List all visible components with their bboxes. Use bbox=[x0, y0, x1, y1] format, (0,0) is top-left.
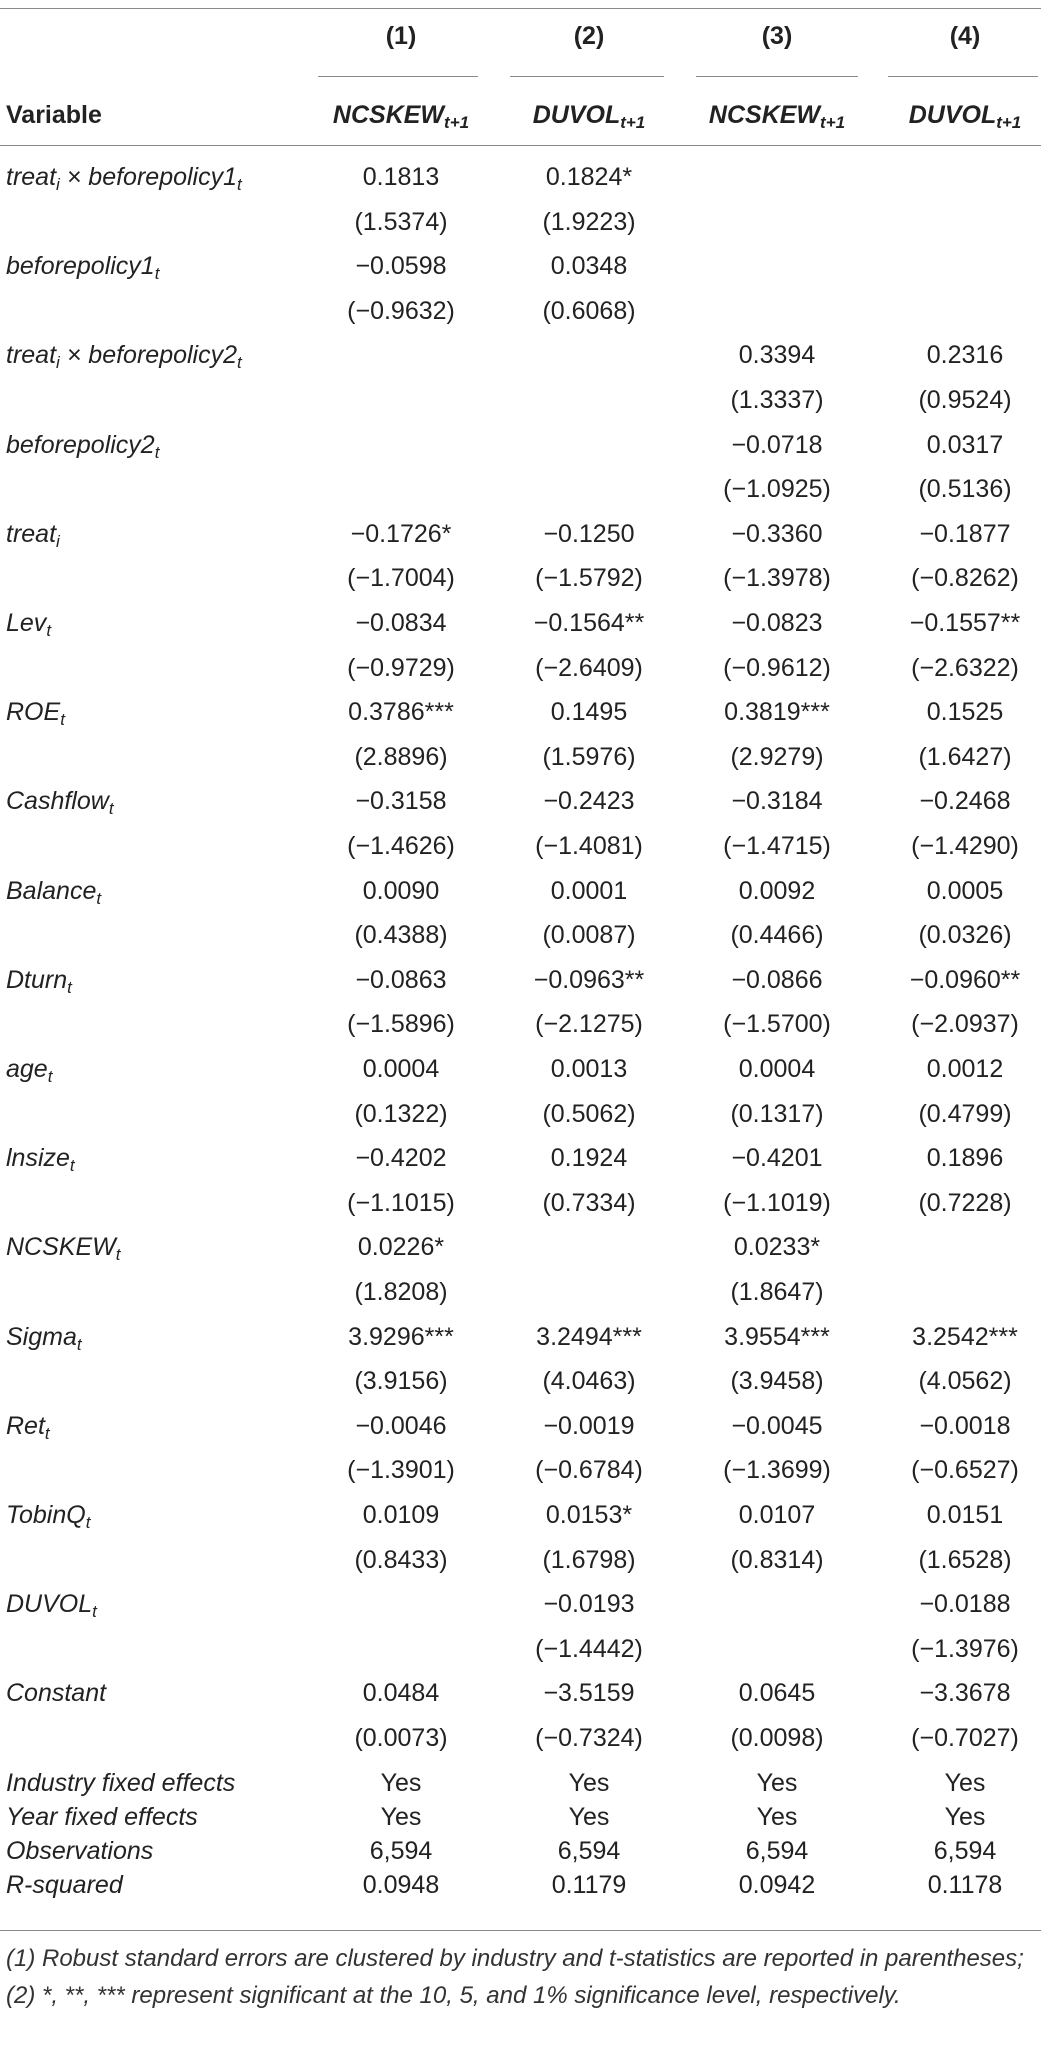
coefficient-cell: −0.0718 bbox=[731, 431, 823, 459]
coefficient-cell: 0.0004 bbox=[362, 1055, 440, 1083]
t-statistic-cell: (0.0098) bbox=[730, 1724, 824, 1752]
coefficient-cell: 0.0013 bbox=[550, 1055, 628, 1083]
coefficient-cell: 0.0090 bbox=[362, 877, 440, 905]
coefficient-cell: 0.1824* bbox=[545, 163, 633, 191]
t-statistic-cell: (1.9223) bbox=[542, 208, 636, 236]
t-statistic-cell bbox=[682, 289, 872, 333]
variable-label: Cashflow$_t$ bbox=[6, 787, 114, 818]
coefficient-cell bbox=[306, 1582, 496, 1626]
coefficient-cell: −0.2468 bbox=[919, 787, 1011, 815]
t-statistic-cell: (1.8647) bbox=[730, 1278, 824, 1306]
coefficient-cell: 0.1495 bbox=[550, 698, 628, 726]
coefficient-cell bbox=[870, 155, 1041, 199]
column-number-4: (4) bbox=[949, 22, 981, 50]
t-statistic-cell: (2.9279) bbox=[730, 743, 824, 771]
t-statistic-cell: (0.4799) bbox=[918, 1100, 1012, 1128]
variable-label: Balance$_t$ bbox=[6, 877, 102, 908]
t-statistic-cell: (−1.7004) bbox=[347, 564, 455, 592]
t-statistic-cell: (0.5062) bbox=[542, 1100, 636, 1128]
t-statistic-cell: (−1.4081) bbox=[535, 832, 643, 860]
coefficient-cell: −0.1726* bbox=[350, 520, 452, 548]
coefficient-cell: −0.0019 bbox=[543, 1412, 635, 1440]
coefficient-cell: −0.3360 bbox=[731, 520, 823, 548]
coefficient-cell: −0.1877 bbox=[919, 520, 1011, 548]
column-number-2: (2) bbox=[573, 22, 605, 50]
coefficient-cell: −0.0963** bbox=[533, 966, 645, 994]
coefficient-cell: −0.3158 bbox=[355, 787, 447, 815]
t-statistic-cell: (0.4466) bbox=[730, 921, 824, 949]
column-underline-3 bbox=[696, 76, 858, 77]
coefficient-cell bbox=[306, 333, 496, 377]
t-statistic-cell bbox=[494, 1270, 684, 1314]
coefficient-cell bbox=[682, 155, 872, 199]
t-statistic-cell: (0.7228) bbox=[918, 1189, 1012, 1217]
summary-label: Industry fixed effects bbox=[6, 1769, 236, 1797]
summary-cell: 0.1178 bbox=[927, 1871, 1003, 1899]
t-statistic-cell: (1.6528) bbox=[918, 1546, 1012, 1574]
variable-label: Dturn$_t$ bbox=[6, 966, 72, 997]
summary-cell: 6,594 bbox=[933, 1837, 997, 1865]
summary-cell: 6,594 bbox=[557, 1837, 621, 1865]
coefficient-cell: 0.1924 bbox=[550, 1144, 628, 1172]
coefficient-cell: 0.0012 bbox=[926, 1055, 1004, 1083]
summary-cell: Yes bbox=[568, 1769, 610, 1797]
t-statistic-cell: (−0.6527) bbox=[911, 1456, 1019, 1484]
bottom-rule bbox=[0, 1930, 1041, 1931]
t-statistic-cell bbox=[682, 1627, 872, 1671]
t-statistic-cell: (0.0073) bbox=[354, 1724, 448, 1752]
coefficient-cell: 0.2316 bbox=[926, 341, 1004, 369]
coefficient-cell: 0.3786*** bbox=[348, 698, 454, 726]
coefficient-cell: −0.1564** bbox=[533, 609, 645, 637]
t-statistic-cell: (3.9458) bbox=[730, 1367, 824, 1395]
coefficient-cell bbox=[494, 333, 684, 377]
t-statistic-cell: (0.1322) bbox=[354, 1100, 448, 1128]
coefficient-cell: 0.0107 bbox=[738, 1501, 816, 1529]
variable-label: $ROE_t$ bbox=[6, 698, 65, 729]
coefficient-cell: −0.0863 bbox=[355, 966, 447, 994]
coefficient-cell: 3.9296*** bbox=[348, 1323, 454, 1351]
t-statistic-cell bbox=[306, 1627, 496, 1671]
t-statistic-cell: (0.1317) bbox=[730, 1100, 824, 1128]
coefficient-cell: −0.0193 bbox=[543, 1590, 635, 1618]
variable-label: $NCSKEW_t$ bbox=[6, 1233, 121, 1264]
summary-label: Year fixed effects bbox=[6, 1803, 198, 1831]
coefficient-cell: 0.0109 bbox=[362, 1501, 440, 1529]
t-statistic-cell: (−1.0925) bbox=[723, 475, 831, 503]
coefficient-cell: −0.0188 bbox=[919, 1590, 1011, 1618]
variable-label: treat$_i$ bbox=[6, 520, 60, 551]
summary-cell: Yes bbox=[568, 1803, 610, 1831]
coefficient-cell: 0.0645 bbox=[738, 1679, 816, 1707]
t-statistic-cell: (1.6427) bbox=[918, 743, 1012, 771]
t-statistic-cell: (1.6798) bbox=[542, 1546, 636, 1574]
coefficient-cell: 0.0317 bbox=[926, 431, 1004, 459]
coefficient-cell: 0.3394 bbox=[738, 341, 816, 369]
t-statistic-cell: (−1.4626) bbox=[347, 832, 455, 860]
t-statistic-cell bbox=[494, 467, 684, 511]
variable-label: Ret$_t$ bbox=[6, 1412, 50, 1443]
column-header-2: $DUVOL_{t+1}$ bbox=[532, 101, 646, 132]
t-statistic-cell: (−0.6784) bbox=[535, 1456, 643, 1484]
t-statistic-cell: (−2.1275) bbox=[535, 1010, 643, 1038]
t-statistic-cell: (−1.3901) bbox=[347, 1456, 455, 1484]
t-statistic-cell: (−0.7324) bbox=[535, 1724, 643, 1752]
coefficient-cell: −0.1250 bbox=[543, 520, 635, 548]
column-number-3: (3) bbox=[761, 22, 793, 50]
variable-label: $beforepolicy2_t$ bbox=[6, 431, 160, 462]
variable-label: $beforepolicy1_t$ bbox=[6, 252, 160, 283]
table-footnote: (1) Robust standard errors are clustered by industry and t-statistics are reported in parentheses; (2) *, **, *** represent significant at the 10, 5, and 1% significance level, respectively. bbox=[6, 1945, 1024, 2009]
coefficient-cell bbox=[870, 244, 1041, 288]
t-statistic-cell: (−0.9729) bbox=[347, 654, 455, 682]
t-statistic-cell: (2.8896) bbox=[354, 743, 448, 771]
t-statistic-cell: (0.4388) bbox=[354, 921, 448, 949]
t-statistic-cell: (−2.6409) bbox=[535, 654, 643, 682]
summary-cell: Yes bbox=[944, 1769, 986, 1797]
coefficient-cell bbox=[870, 1225, 1041, 1269]
coefficient-cell: −0.1557** bbox=[909, 609, 1021, 637]
coefficient-cell: −0.3184 bbox=[731, 787, 823, 815]
coefficient-cell: −0.0834 bbox=[355, 609, 447, 637]
variable-label: Sigma$_t$ bbox=[6, 1323, 82, 1354]
coefficient-cell: −0.0823 bbox=[731, 609, 823, 637]
summary-cell: Yes bbox=[380, 1769, 422, 1797]
t-statistic-cell: (−2.0937) bbox=[911, 1010, 1019, 1038]
t-statistic-cell: (−1.4290) bbox=[911, 832, 1019, 860]
coefficient-cell bbox=[306, 423, 496, 467]
coefficient-cell bbox=[682, 244, 872, 288]
summary-cell: 0.0948 bbox=[362, 1871, 440, 1899]
summary-cell: Yes bbox=[756, 1769, 798, 1797]
t-statistic-cell: (1.5374) bbox=[354, 208, 448, 236]
coefficient-cell: 0.0348 bbox=[550, 252, 628, 280]
coefficient-cell: −0.0960** bbox=[909, 966, 1021, 994]
t-statistic-cell bbox=[870, 200, 1041, 244]
variable-label: Lev$_t$ bbox=[6, 609, 52, 640]
coefficient-cell: 0.0233* bbox=[733, 1233, 821, 1261]
t-statistic-cell: (−0.8262) bbox=[911, 564, 1019, 592]
t-statistic-cell: (−1.5792) bbox=[535, 564, 643, 592]
t-statistic-cell: (−1.3699) bbox=[723, 1456, 831, 1484]
t-statistic-cell: (1.3337) bbox=[730, 386, 824, 414]
t-statistic-cell bbox=[682, 200, 872, 244]
variable-label: age$_t$ bbox=[6, 1055, 53, 1086]
t-statistic-cell: (0.9524) bbox=[918, 386, 1012, 414]
t-statistic-cell: (4.0463) bbox=[542, 1367, 636, 1395]
summary-cell: 0.0942 bbox=[738, 1871, 816, 1899]
t-statistic-cell: (0.5136) bbox=[918, 475, 1012, 503]
column-underline-4 bbox=[888, 76, 1038, 77]
t-statistic-cell: (−1.4715) bbox=[723, 832, 831, 860]
variable-label: TobinQ$_t$ bbox=[6, 1501, 91, 1532]
column-header-1: $NCSKEW_{t+1}$ bbox=[332, 101, 470, 132]
coefficient-cell bbox=[494, 423, 684, 467]
summary-label: R-squared bbox=[6, 1871, 123, 1899]
header-rule bbox=[0, 145, 1041, 146]
t-statistic-cell: (−1.4442) bbox=[535, 1635, 643, 1663]
t-statistic-cell: (1.5976) bbox=[542, 743, 636, 771]
t-statistic-cell bbox=[306, 378, 496, 422]
t-statistic-cell: (−1.5700) bbox=[723, 1010, 831, 1038]
coefficient-cell: −0.0045 bbox=[731, 1412, 823, 1440]
coefficient-cell: 0.0153* bbox=[545, 1501, 633, 1529]
top-rule bbox=[0, 8, 1041, 9]
t-statistic-cell bbox=[494, 378, 684, 422]
coefficient-cell: 0.1525 bbox=[926, 698, 1004, 726]
column-header-3: $NCSKEW_{t+1}$ bbox=[708, 101, 846, 132]
coefficient-cell: −3.3678 bbox=[919, 1679, 1011, 1707]
summary-cell: 6,594 bbox=[369, 1837, 433, 1865]
coefficient-cell: 0.0001 bbox=[550, 877, 628, 905]
coefficient-cell: −0.2423 bbox=[543, 787, 635, 815]
summary-cell: 0.1179 bbox=[551, 1871, 627, 1899]
t-statistic-cell: (0.0326) bbox=[918, 921, 1012, 949]
t-statistic-cell: (1.8208) bbox=[354, 1278, 448, 1306]
t-statistic-cell: (0.8314) bbox=[730, 1546, 824, 1574]
summary-cell: 6,594 bbox=[745, 1837, 809, 1865]
variable-label: Constant bbox=[6, 1679, 107, 1707]
coefficient-cell: −0.0598 bbox=[355, 252, 447, 280]
t-statistic-cell: (−0.7027) bbox=[911, 1724, 1019, 1752]
coefficient-cell: 0.0151 bbox=[926, 1501, 1004, 1529]
variable-label: $DUVOL_t$ bbox=[6, 1590, 97, 1621]
coefficient-cell: 0.3819*** bbox=[724, 698, 830, 726]
coefficient-cell: 0.1813 bbox=[362, 163, 440, 191]
coefficient-cell: −0.4201 bbox=[731, 1144, 823, 1172]
t-statistic-cell: (0.8433) bbox=[354, 1546, 448, 1574]
t-statistic-cell bbox=[870, 1270, 1041, 1314]
coefficient-cell: −0.0866 bbox=[731, 966, 823, 994]
coefficient-cell: 3.2494*** bbox=[536, 1323, 642, 1351]
coefficient-cell bbox=[682, 1582, 872, 1626]
t-statistic-cell: (−1.3978) bbox=[723, 564, 831, 592]
column-number-1: (1) bbox=[385, 22, 417, 50]
coefficient-cell bbox=[494, 1225, 684, 1269]
coefficient-cell: 3.2542*** bbox=[912, 1323, 1018, 1351]
summary-label: Observations bbox=[6, 1837, 154, 1865]
coefficient-cell: 0.1896 bbox=[926, 1144, 1004, 1172]
summary-cell: Yes bbox=[380, 1803, 422, 1831]
coefficient-cell: 3.9554*** bbox=[724, 1323, 830, 1351]
variable-label: treat$_i$ × $beforepolicy2_t$ bbox=[6, 341, 242, 372]
t-statistic-cell: (4.0562) bbox=[918, 1367, 1012, 1395]
t-statistic-cell: (−0.9632) bbox=[347, 297, 455, 325]
column-underline-2 bbox=[510, 76, 664, 77]
coefficient-cell: −0.0018 bbox=[919, 1412, 1011, 1440]
coefficient-cell: 0.0092 bbox=[738, 877, 816, 905]
summary-cell: Yes bbox=[756, 1803, 798, 1831]
summary-cell: Yes bbox=[944, 1803, 986, 1831]
coefficient-cell: 0.0484 bbox=[362, 1679, 440, 1707]
t-statistic-cell: (−1.1019) bbox=[723, 1189, 831, 1217]
t-statistic-cell bbox=[306, 467, 496, 511]
t-statistic-cell: (−1.3976) bbox=[911, 1635, 1019, 1663]
t-statistic-cell: (−1.1015) bbox=[347, 1189, 455, 1217]
coefficient-cell: −3.5159 bbox=[543, 1679, 635, 1707]
coefficient-cell: 0.0005 bbox=[926, 877, 1004, 905]
coefficient-cell: 0.0004 bbox=[738, 1055, 816, 1083]
coefficient-cell: −0.4202 bbox=[355, 1144, 447, 1172]
variable-label: treat$_i$ × $beforepolicy1_t$ bbox=[6, 163, 242, 194]
coefficient-cell: −0.0046 bbox=[355, 1412, 447, 1440]
coefficient-cell: 0.0226* bbox=[357, 1233, 445, 1261]
column-header-4: $DUVOL_{t+1}$ bbox=[908, 101, 1022, 132]
t-statistic-cell: (0.7334) bbox=[542, 1189, 636, 1217]
t-statistic-cell: (0.0087) bbox=[542, 921, 636, 949]
variable-header: Variable bbox=[6, 101, 102, 129]
t-statistic-cell: (3.9156) bbox=[354, 1367, 448, 1395]
t-statistic-cell bbox=[870, 289, 1041, 333]
t-statistic-cell: (−2.6322) bbox=[911, 654, 1019, 682]
t-statistic-cell: (−0.9612) bbox=[723, 654, 831, 682]
column-underline-1 bbox=[318, 76, 478, 77]
t-statistic-cell: (−1.5896) bbox=[347, 1010, 455, 1038]
t-statistic-cell: (0.6068) bbox=[542, 297, 636, 325]
variable-label: lnsize$_t$ bbox=[6, 1144, 75, 1175]
